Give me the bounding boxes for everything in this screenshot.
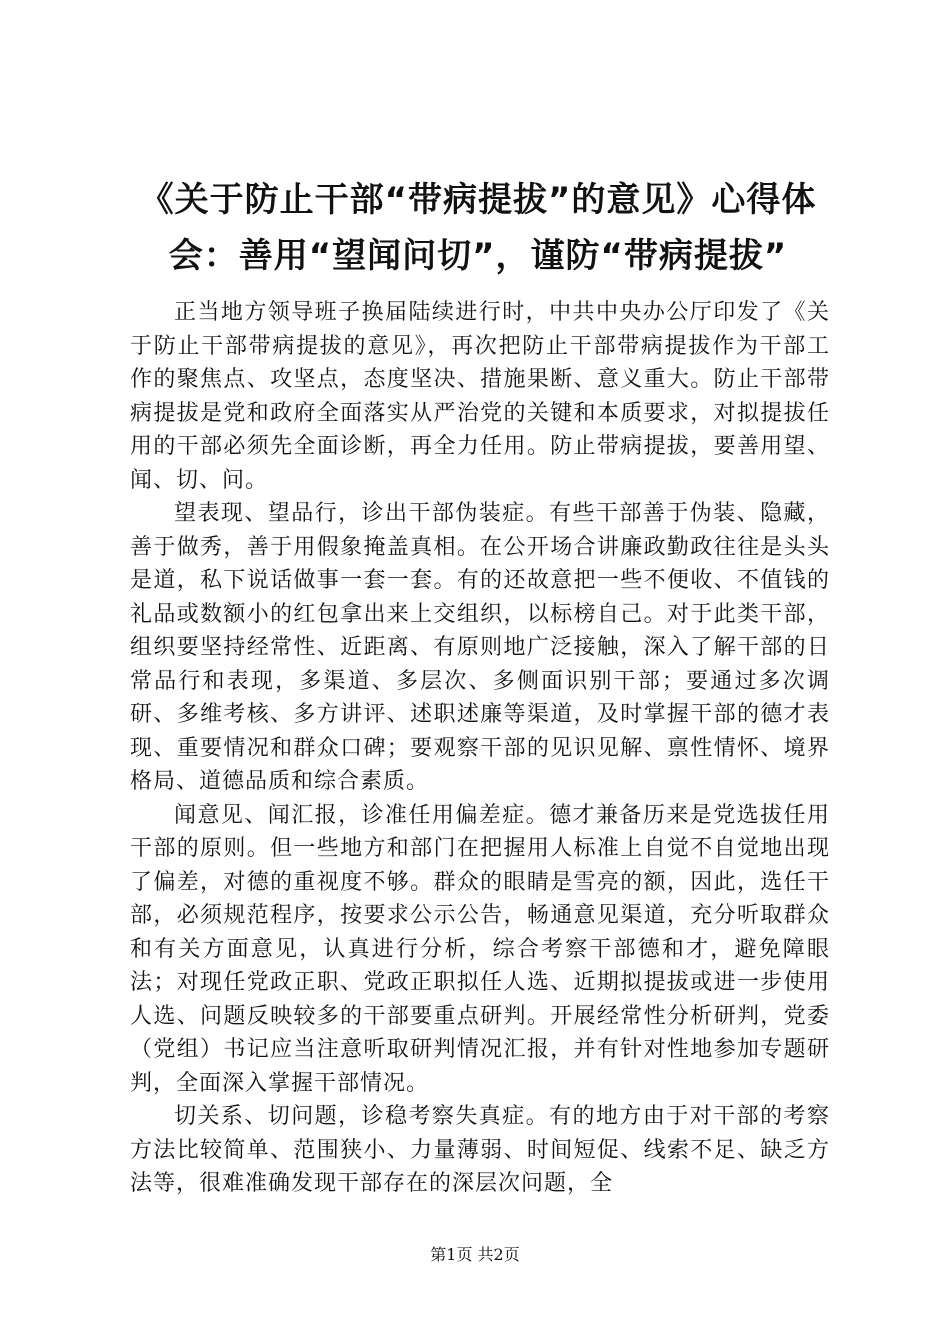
- paragraph-wang: 望表现、望品行，诊出干部伪装症。有些干部善于伪装、隐藏，善于做秀，善于用假象掩盖真相。在公开场合讲廉政勤政往往是头头是道，私下说话做事一套一套。有的还故意把一些不便收、不值钱的礼品或数额小的红包拿出来上交组织，以标榜自己。对于此类干部，组织要坚持经常性、近距离、有原则地广泛接触，深入了解干部的日常品行和表现，多渠道、多层次、多侧面识别干部；要通过多次调研、多维考核、多方讲评、述职述廉等渠道，及时掌握干部的德才表现、重要情况和群众口碑；要观察干部的见识见解、禀性情怀、境界格局、道德品质和综合素质。: [130, 501, 830, 794]
- paragraph-qie: 切关系、切问题，诊稳考察失真症。有的地方由于对干部的考察方法比较简单、范围狭小、力量薄弱、时间短促、线索不足、缺乏方法等，很难准确发现干部存在的深层次问题，全: [130, 1104, 830, 1196]
- document-body: [130, 296, 830, 1201]
- page-footer: 第1页 共2页: [430, 1245, 520, 1264]
- paragraph-wen: 闻意见、闻汇报，诊准任用偏差症。德才兼备历来是党选拔任用干部的原则。但一些地方和部门在把握用人标准上自觉不自觉地出现了偏差，对德的重视度不够。群众的眼睛是雪亮的额，因此，选任干部，必须规范程序，按要求公示公告，畅通意见渠道，充分听取群众和有关方面意见，认真进行分析，综合考察干部德和才，避免障眼法；对现任党政正职、党政正职拟任人选、近期拟提拔或进一步使用人选、问题反映较多的干部要重点研判。开展经常性分析研判，党委（党组）书记应当注意听取研判情况汇报，并有针对性地参加专题研判，全面深入掌握干部情况。: [130, 802, 830, 1096]
- paragraph-intro: 正当地方领导班子换届陆续进行时，中共中央办公厅印发了《关于防止干部带病提拔的意见》，再次把防止干部带病提拔作为干部工作的聚焦点、攻坚点，态度坚决、措施果断、意义重大。防止干部带病提拔是党和政府全面落实从严治党的关键和本质要求，对拟提拔任用的干部必须先全面诊断，再全力任用。防止带病提拔，要善用望、闻、切、问。: [130, 300, 830, 493]
- document-title: 《关于防止干部“带病提拔”的意见》心得体会：善用“望闻问切”，谨防“带病提拔”: [139, 180, 817, 276]
